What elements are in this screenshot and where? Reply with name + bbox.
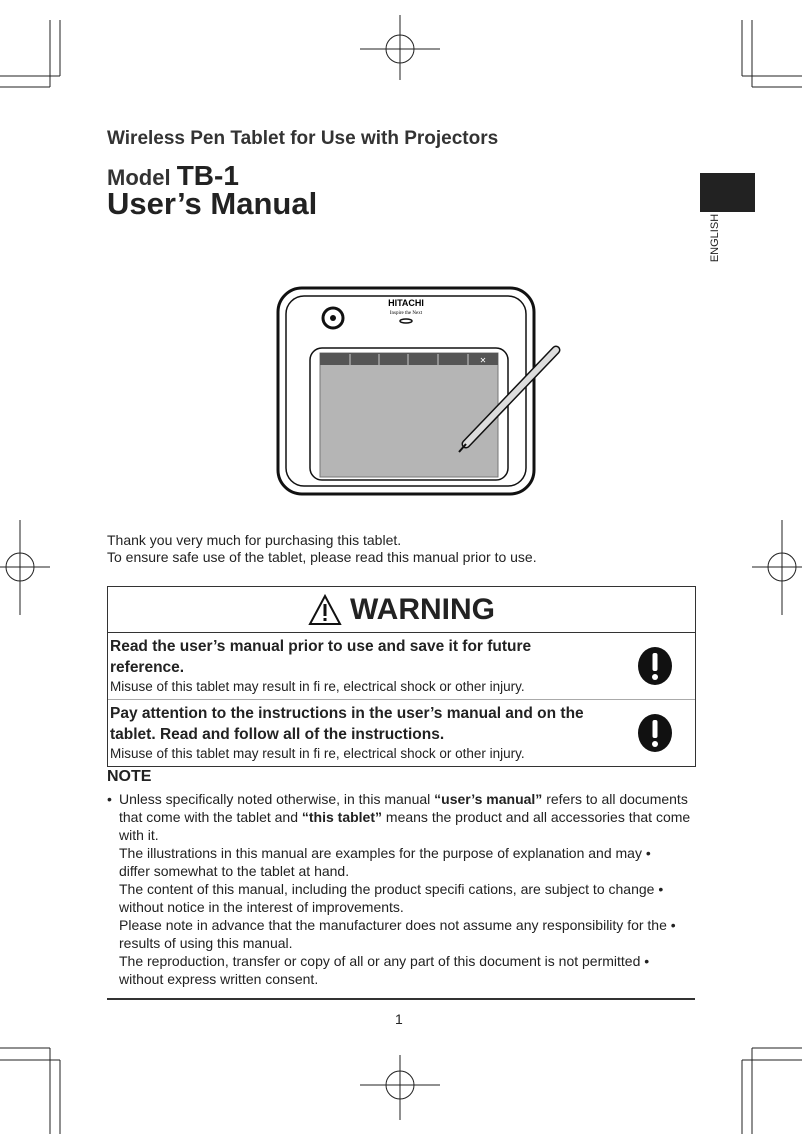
- note-term: “this tablet”: [301, 809, 383, 825]
- svg-text:✕: ✕: [479, 356, 487, 365]
- note-item: [107, 952, 707, 988]
- warning-header: [108, 587, 695, 633]
- note-line: differ somewhat to the tablet at hand.: [119, 863, 350, 879]
- warning-item-desc: Misuse of this tablet may result in fi re, electrical shock or other injury.: [110, 746, 525, 761]
- brand-logo: HITACHI: [388, 298, 424, 308]
- model-prefix: Model: [107, 165, 171, 190]
- note-line: without notice in the interest of improvements.: [119, 899, 404, 915]
- model-number: TB-1: [176, 160, 239, 191]
- warning-item-title: Read the user’s manual prior to use and save it for future reference.: [110, 638, 532, 676]
- exclamation-icon: [637, 713, 673, 753]
- warning-item-desc: Misuse of this tablet may result in fi re, electrical shock or other injury.: [110, 679, 525, 694]
- note-item: [107, 790, 707, 844]
- note-line: results of using this manual.: [119, 935, 293, 951]
- note-item: [107, 844, 707, 880]
- exclamation-icon: [637, 646, 673, 686]
- note-line: The reproduction, transfer or copy of all or any part of this document is not permitted •: [119, 953, 650, 969]
- document-title: User’s Manual: [107, 186, 318, 221]
- document-subtitle: Wireless Pen Tablet for Use with Projectors: [107, 128, 499, 149]
- footer-rule: [107, 998, 695, 1000]
- warning-item-title: Pay attention to the instructions in the user’s manual and on the tablet. Read and follow all of the instructions.: [110, 705, 584, 743]
- note-line: The illustrations in this manual are examples for the purpose of explanation and may •: [119, 845, 651, 861]
- note-list: [107, 790, 707, 988]
- warning-item: [108, 633, 695, 699]
- brand-tagline: Inspire the Next: [389, 311, 423, 316]
- language-tab: [700, 173, 755, 212]
- intro-text: [107, 532, 537, 566]
- warning-title: WARNING: [350, 592, 495, 626]
- warning-item: [108, 699, 695, 766]
- note-term: “user’s manual”: [434, 791, 543, 807]
- warning-triangle-icon: [308, 594, 342, 626]
- note-text: Unless specifically noted otherwise, in this manual: [119, 791, 435, 807]
- note-heading: NOTE: [107, 768, 152, 785]
- note-line: without express written consent.: [119, 971, 319, 987]
- intro-line: To ensure safe use of the tablet, please read this manual prior to use.: [107, 549, 537, 565]
- note-item: [107, 880, 707, 916]
- intro-line: Thank you very much for purchasing this tablet.: [107, 532, 402, 548]
- bullet: •: [107, 791, 112, 807]
- note-line: Please note in advance that the manufacturer does not assume any responsibility for the •: [119, 917, 676, 933]
- tablet-illustration: [276, 286, 566, 496]
- language-label: ENGLISH: [709, 213, 721, 263]
- note-line: The content of this manual, including the product specifi cations, are subject to change •: [119, 881, 664, 897]
- note-text: means the product and all accessories that come with it.: [119, 809, 691, 843]
- note-item: [107, 916, 707, 952]
- note-text: refers to all documents that come with the tablet and: [119, 791, 688, 825]
- page-number: 1: [395, 1011, 403, 1027]
- warning-box: [107, 586, 696, 767]
